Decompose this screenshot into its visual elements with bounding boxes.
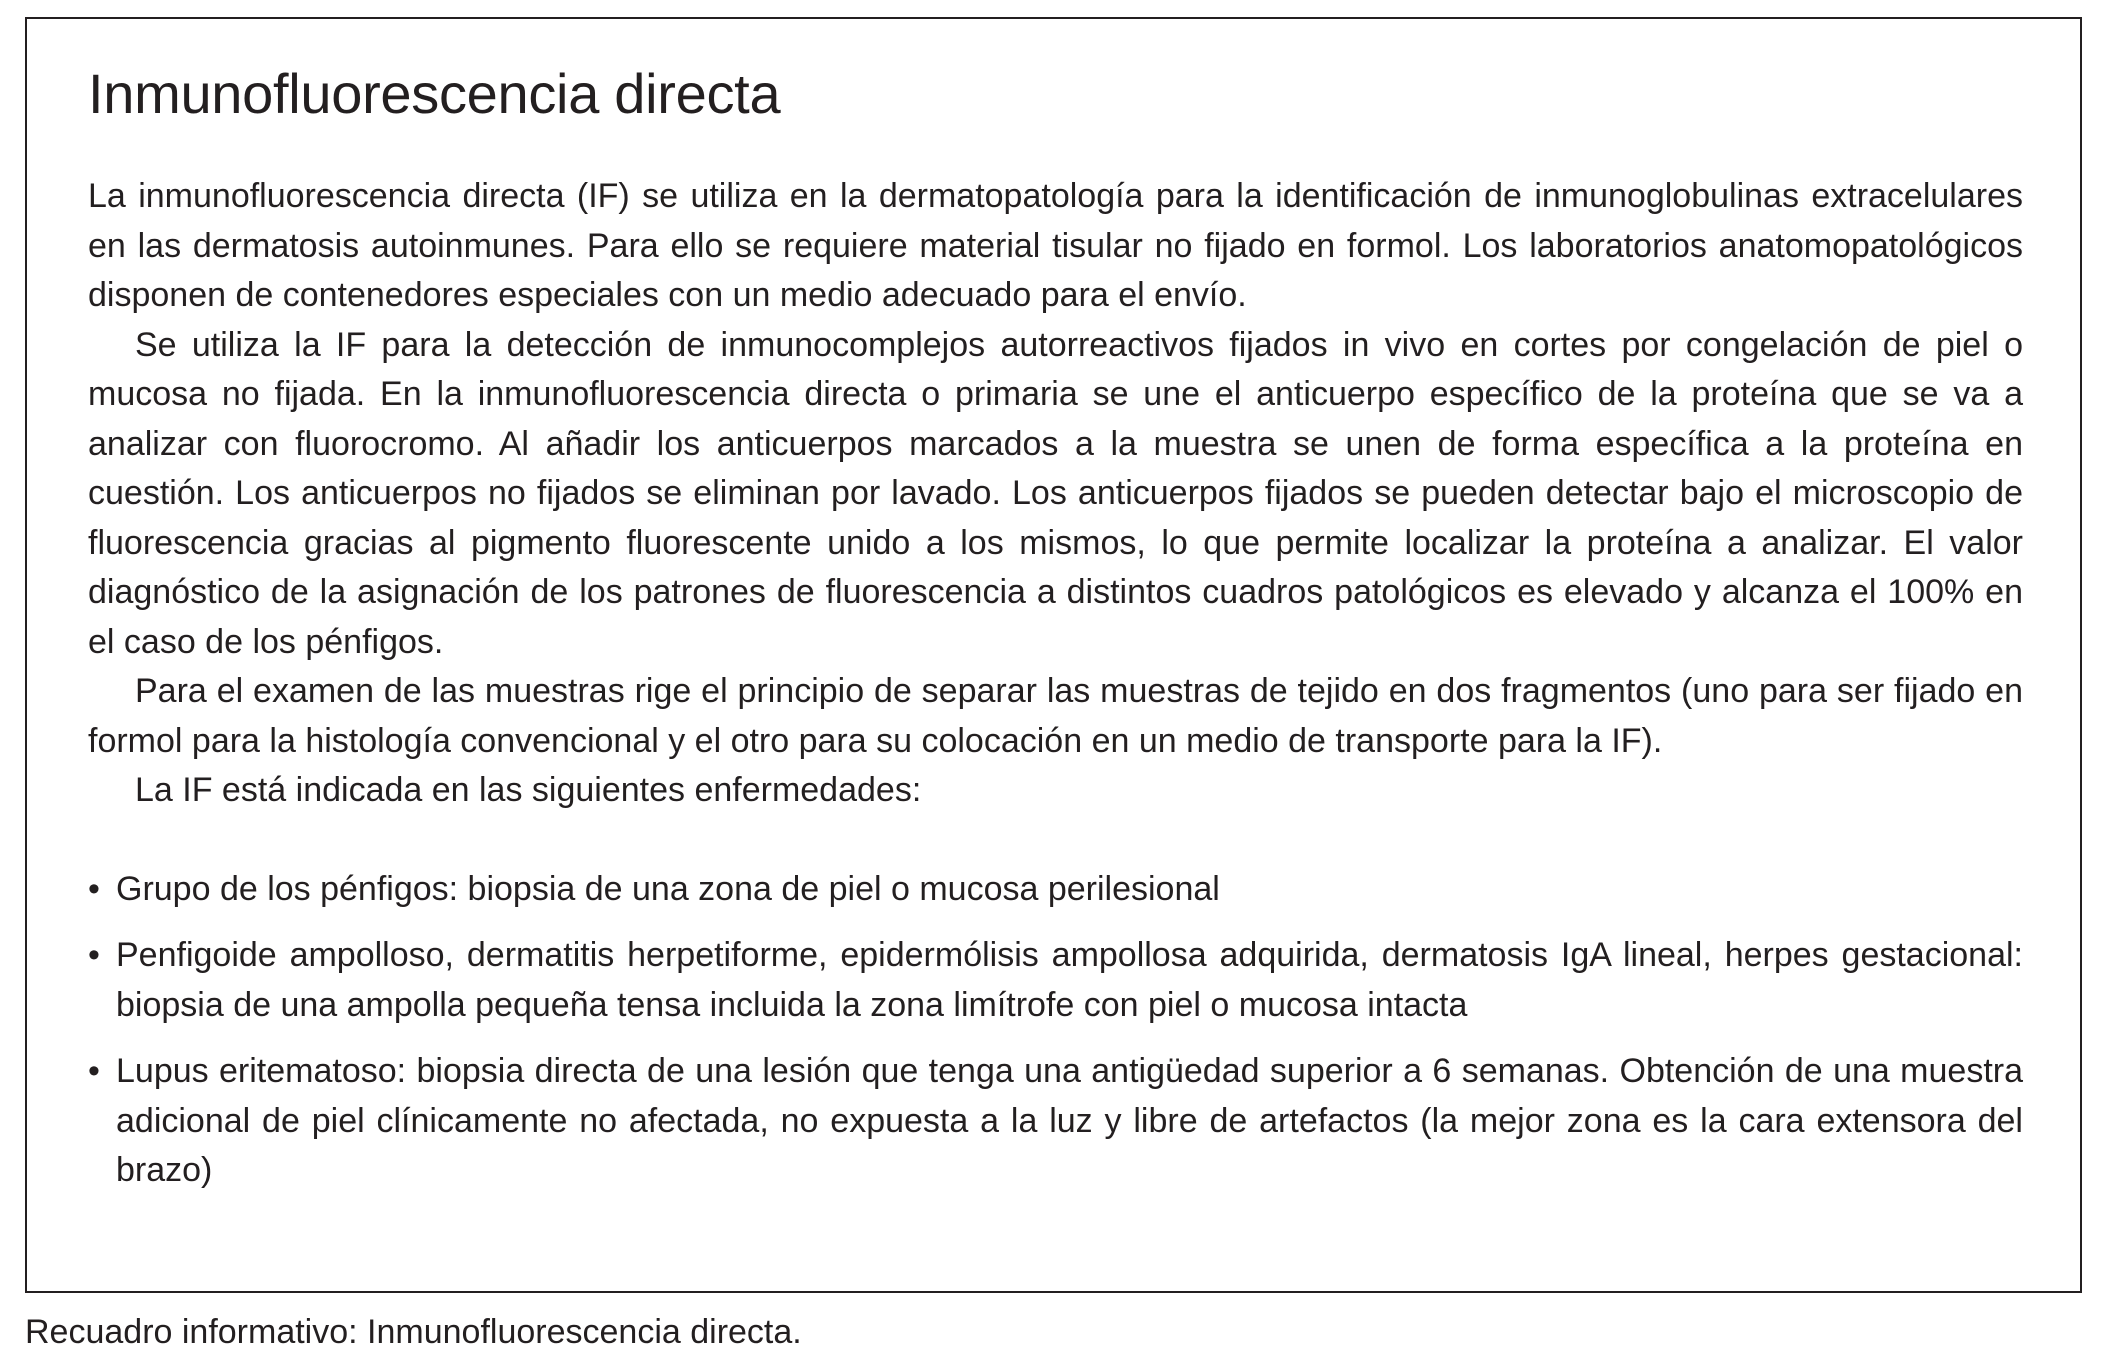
list-item [88,1047,2023,1196]
paragraph-sampling: Para el examen de las muestras rige el principio de separar las muestras de tejido en dos fragmentos (uno para ser fijado en formol para la histología convencional y el otro para su colocación en un medio de transporte para la IF). [88,672,2023,760]
paragraph-indications: La IF está indicada en las siguientes enfermedades: [135,771,922,809]
box-caption: Recuadro informativo: Inmunofluorescencia directa. [25,1313,802,1351]
info-box [25,17,2082,1293]
box-body [88,172,2023,816]
paragraph-method: Se utiliza la IF para la detección de inmunocomplejos autorreactivos fijados in vivo en cortes por congelación de piel o mucosa no fijada. En la inmunofluorescencia directa o primaria se une el anticuerpo específico de la proteína que se va a analizar con fluorocromo. Al añadir los anticuerpos marcados a la muestra se unen de forma específica a la proteína en cuestión. Los anticuerpos no fijados se eliminan por lavado. Los anticuerpos fijados se pueden detectar bajo el microscopio de fluorescencia gracias al pigmento fluorescente unido a los mismos, lo que permite localizar la proteína a analizar. El valor diagnóstico de la asignación de los patrones de fluorescencia a distintos cuadros patológicos es elevado y alcanza el 100% en el caso de los pénfigos. [88,325,2023,661]
list-item [88,931,2023,1030]
indications-list [88,865,2023,1196]
list-item-text: Grupo de los pénfigos: biopsia de una zona de piel o mucosa perilesional [116,869,1220,908]
bullet-icon: • [88,1052,100,1090]
list-item [88,865,2023,915]
bullet-icon: • [88,869,100,908]
list-item-text: Penfigoide ampolloso, dermatitis herpetiforme, epidermólisis ampollosa adquirida, dermatosis IgA lineal, herpes gestacional: biopsia de una ampolla pequeña tensa incluida la zona limítrofe con piel o mucosa intacta [116,936,2023,1024]
box-title: Inmunofluorescencia directa [88,62,781,125]
paragraph-intro: La inmunofluorescencia directa (IF) se utiliza en la dermatopatología para la identificación de inmunoglobulinas extracelulares en las dermatosis autoinmunes. Para ello se requiere material tisular no fijado en formol. Los laboratorios anatomopatológicos disponen de contenedores especiales con un medio adecuado para el envío. [88,177,2023,314]
info-box-content [88,59,2023,1196]
list-item-text: Lupus eritematoso: biopsia directa de una lesión que tenga una antigüedad superior a 6 semanas. Obtención de una muestra adicional de piel clínicamente no afectada, no expuesta a la luz y libre de artefactos (la mejor zona es la cara extensora del brazo) [116,1052,2023,1189]
bullet-icon: • [88,936,100,974]
